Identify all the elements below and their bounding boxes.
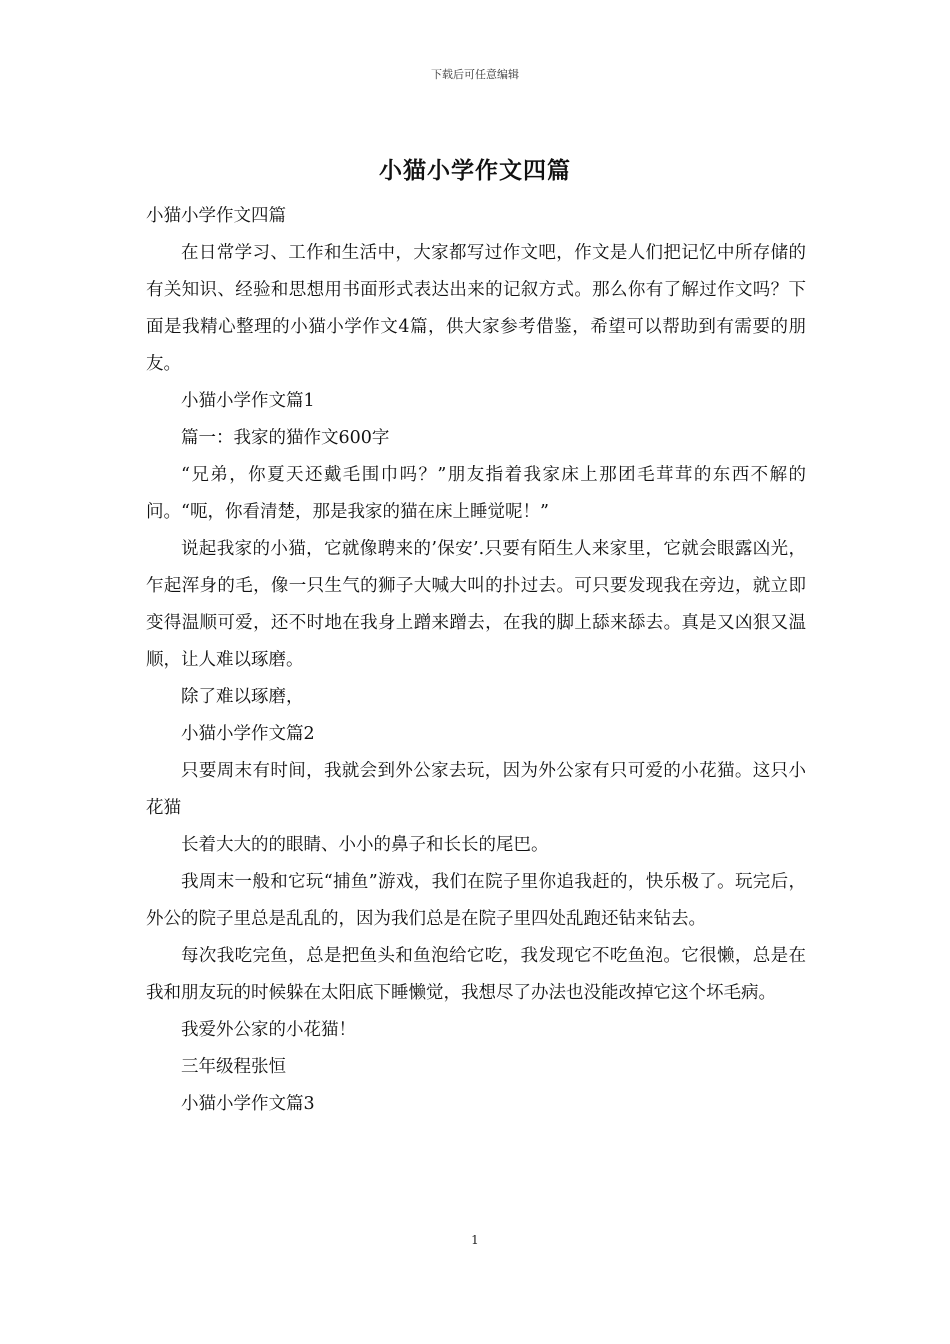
paragraph: 长着大大的的眼睛、小小的鼻子和长长的尾巴。	[181, 835, 549, 855]
paragraph: 只要周末有时间，我就会到外公家去玩，因为外公家有只可爱的小花猫。这只小花猫	[146, 761, 806, 818]
paragraph: 小猫小学作文篇1	[181, 391, 315, 411]
page-header: 下载后可任意编辑	[431, 68, 519, 81]
paragraph: 我周末一般和它玩“捕鱼”游戏，我们在院子里你追我赶的，快乐极了。玩完后，外公的院子里总是乱乱的，因为我们总是在院子里四处乱跑还钻来钻去。	[146, 872, 806, 929]
paragraph: 每次我吃完鱼，总是把鱼头和鱼泡给它吃，我发现它不吃鱼泡。它很懒，总是在我和朋友玩的时候躲在太阳底下睡懒觉，我想尽了办法也没能改掉它这个坏毛病。	[146, 946, 806, 1003]
paragraph: 小猫小学作文篇3	[181, 1094, 315, 1114]
paragraph: 在日常学习、工作和生活中，大家都写过作文吧，作文是人们把记忆中所存储的有关知识、经验和思想用书面形式表达出来的记叙方式。那么你有了解过作文吗？下面是我精心整理的小猫小学作文4篇，供大家参考借鉴，希望可以帮助到有需要的朋友。	[146, 243, 806, 374]
document-body	[146, 198, 806, 1123]
page-number: 1	[471, 1233, 479, 1247]
paragraph: 说起我家的小猫，它就像聘来的’保安’.只要有陌生人来家里，它就会眼露凶光，乍起浑身的毛，像一只生气的狮子大喊大叫的扑过去。可只要发现我在旁边，就立即变得温顺可爱，还不时地在我身上蹭来蹭去，在我的脚上舔来舔去。真是又凶狠又温顺，让人难以琢磨。	[146, 539, 806, 670]
document-title: 小猫小学作文四篇	[379, 157, 571, 184]
paragraph: 篇一：我家的猫作文600字	[181, 428, 390, 448]
paragraph: 小猫小学作文四篇	[146, 206, 286, 226]
paragraph: “兄弟，你夏天还戴毛围巾吗？”朋友指着我家床上那团毛茸茸的东西不解的问。“呃，你看清楚，那是我家的猫在床上睡觉呢！”	[146, 465, 806, 522]
paragraph: 小猫小学作文篇2	[181, 724, 315, 744]
paragraph: 三年级程张恒	[181, 1057, 286, 1077]
paragraph: 我爱外公家的小花猫！	[181, 1020, 356, 1040]
paragraph: 除了难以琢磨，	[181, 687, 304, 707]
